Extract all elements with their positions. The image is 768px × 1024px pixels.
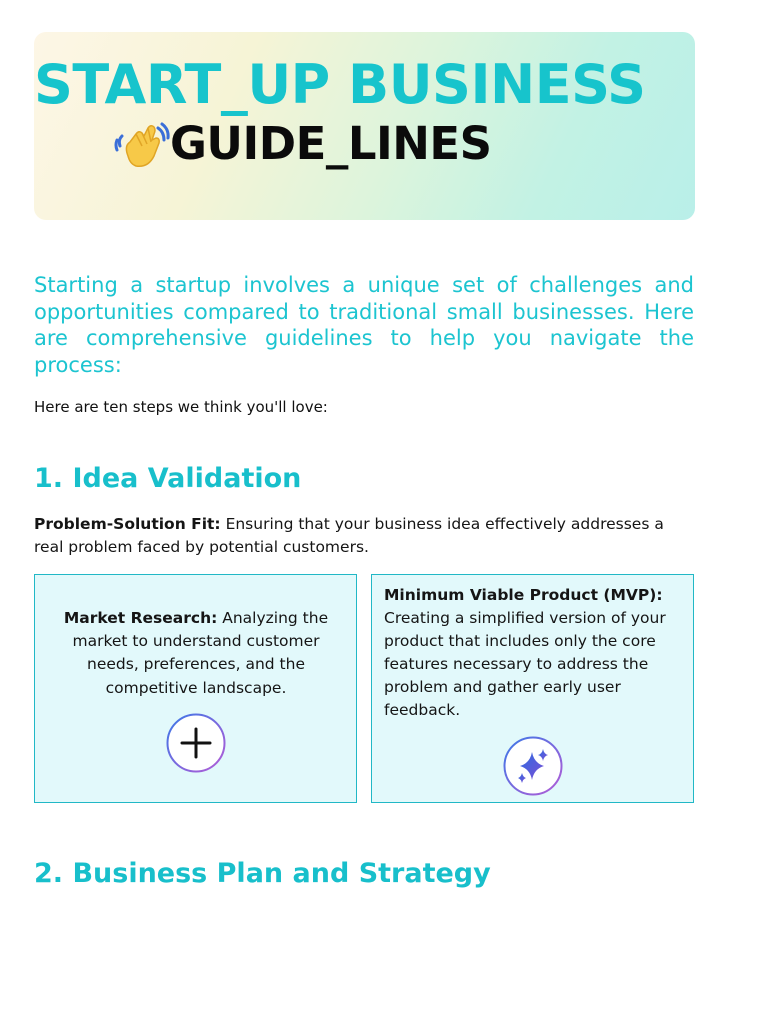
mvp-label: Minimum Viable Product (MVP): [384, 586, 663, 604]
section-heading-business-plan: 2. Business Plan and Strategy [34, 858, 491, 889]
mvp-card [371, 574, 694, 803]
market-research-card [34, 574, 357, 803]
problem-solution-text: Ensuring that your business idea effectively addresses a real problem faced by potential customers. [34, 515, 664, 556]
problem-solution-label: Problem-Solution Fit: [34, 515, 221, 533]
page-subtitle: GUIDE_LINES [170, 117, 492, 170]
problem-solution-paragraph [34, 513, 694, 559]
page-title: START_UP BUSINESS [34, 53, 646, 116]
plus-icon [165, 712, 227, 774]
hero-banner [34, 32, 695, 220]
intro-paragraph: Starting a startup involves a unique set of challenges and opportunities compared to traditional small businesses. Here are comprehensive guidelines to help you navigate the process: [34, 273, 694, 377]
market-research-label: Market Research: [63, 609, 218, 627]
steps-note: Here are ten steps we think you'll love: [34, 398, 328, 416]
mvp-text: Creating a simplified version of your product that includes only the core features necessary to address the problem and gather early user feedback. [384, 609, 666, 719]
market-research-paragraph [51, 607, 341, 700]
hero-subtitle-row [114, 114, 492, 174]
market-research-text: Analyzing the market to understand customer needs, preferences, and the competitive landscape. [72, 609, 329, 697]
waving-hand-icon [114, 116, 170, 172]
mvp-paragraph [384, 584, 686, 722]
sparkle-icon [502, 735, 564, 797]
section-heading-idea-validation: 1. Idea Validation [34, 463, 302, 494]
